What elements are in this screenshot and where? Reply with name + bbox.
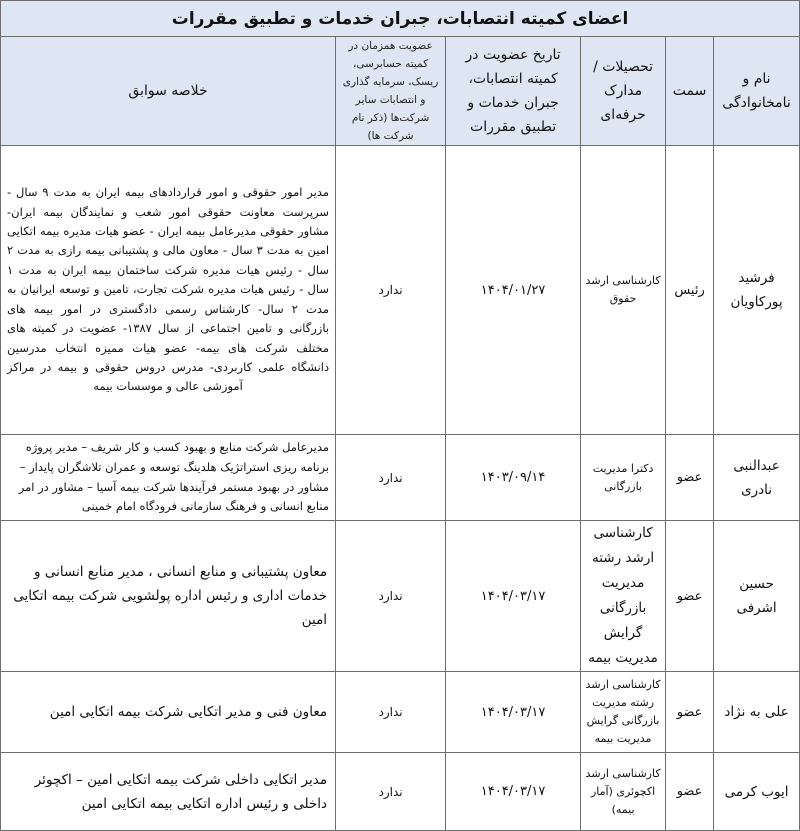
other-memberships: ندارد <box>336 146 446 435</box>
table-row <box>1 435 800 521</box>
member-name: علی به نژاد <box>714 672 800 753</box>
table-row <box>1 521 800 672</box>
other-memberships: ندارد <box>336 521 446 672</box>
member-name: ایوب کرمی <box>714 753 800 831</box>
other-memberships: ندارد <box>336 753 446 831</box>
header-membership-date: تاریخ عضویت در کمیته انتصابات، جبران خدمات و تطبیق مقررات <box>446 37 581 146</box>
member-history: مدیر اتکایی داخلی شرکت بیمه اتکایی امین – اکچوئر داخلی و رئیس اداره اتکایی بیمه اتکایی امین <box>1 753 336 831</box>
member-education: کارشناسی ارشد حقوق <box>581 146 666 435</box>
header-other-memberships: عضویت همزمان در کمیته حسابرسی، ریسک، سرمایه گذاری و انتصابات سایر شرکت‌ها (ذکر نام شرکت ها) <box>336 37 446 146</box>
member-education: کارشناسی ارشد رشته مدیریت بازرگانی گرایش مدیریت بیمه <box>581 672 666 753</box>
membership-date: ۱۴۰۴/۰۳/۱۷ <box>446 521 581 672</box>
member-role: عضو <box>666 435 714 521</box>
header-education: تحصیلات / مدارک حرفه‌ای <box>581 37 666 146</box>
member-education: کارشناسی ارشد اکچوئری (آمار بیمه) <box>581 753 666 831</box>
member-name: فرشید پورکاویان <box>714 146 800 435</box>
membership-date: ۱۴۰۴/۰۳/۱۷ <box>446 753 581 831</box>
table-row <box>1 672 800 753</box>
member-history: معاون فنی و مدیر اتکایی شرکت بیمه اتکایی امین <box>1 672 336 753</box>
member-name: حسین اشرفی <box>714 521 800 672</box>
table-row <box>1 753 800 831</box>
member-role: عضو <box>666 753 714 831</box>
member-role: رئیس <box>666 146 714 435</box>
header-history: خلاصه سوابق <box>1 37 336 146</box>
member-history: مدیر امور حقوقی و امور قراردادهای بیمه ایران به مدت ۹ سال - سرپرست معاونت حقوقی امور شعب و نمایندگان بیمه ایران- مشاور حقوقی مدیرعامل بیمه ایران - عضو هیات مدیره بیمه اتکایی امین به مدت ۳ سال - معاون مالی و پشتیبانی بیمه رازی به مدت ۲ سال - رئیس هیات مدیره شرکت ساختمان بیمه ایران به مدت ۱ سال - رئیس هیات مدیره شرکت تجارت، تامین و توسعه ایرانیان به مدت ۲ سال- کارشناس رسمی دادگستری در امور بیمه های بازرگانی و تامین اجتماعی از سال ۱۳۸۷- عضویت در کمیته های مختلف شرکت های بیمه- عضو هیات ممیزه انتخاب مدرسین دانشگاه علمی کاربردی- مدرس دروس حقوقی و بیمه در مراکز آموزشی عالی و موسسات بیمه <box>1 146 336 435</box>
membership-date: ۱۴۰۴/۰۱/۲۷ <box>446 146 581 435</box>
table-title: اعضای کمیته انتصابات، جبران خدمات و تطبیق مقررات <box>1 1 800 37</box>
header-name: نام و نامخانوادگی <box>714 37 800 146</box>
member-role: عضو <box>666 521 714 672</box>
membership-date: ۱۴۰۳/۰۹/۱۴ <box>446 435 581 521</box>
member-education: کارشناسی ارشد رشته مدیریت بازرگانی گرایش مدیریت بیمه <box>581 521 666 672</box>
table-row <box>1 146 800 435</box>
other-memberships: ندارد <box>336 435 446 521</box>
member-history: معاون پشتیبانی و منابع انسانی ، مدیر منابع انسانی و خدمات اداری و رئیس اداره پولشویی شرکت بیمه اتکایی امین <box>1 521 336 672</box>
member-education: دکترا مدیریت بازرگانی <box>581 435 666 521</box>
membership-date: ۱۴۰۴/۰۳/۱۷ <box>446 672 581 753</box>
member-role: عضو <box>666 672 714 753</box>
header-role: سمت <box>666 37 714 146</box>
other-memberships: ندارد <box>336 672 446 753</box>
member-history: مدیرعامل شرکت منابع و بهبود کسب و کار شریف – مدیر پروژه برنامه ریزی استراتژیک هلدینگ توسعه و عمران تلاشگران پایدار – مشاور در بهبود مستمر فرآیندها شرکت بیمه آسیا – مشاور در امر منابع انسانی و فرهنگ سازمانی فرودگاه امام خمینی <box>1 435 336 521</box>
header-row <box>1 37 800 146</box>
member-name: عبدالنبی نادری <box>714 435 800 521</box>
